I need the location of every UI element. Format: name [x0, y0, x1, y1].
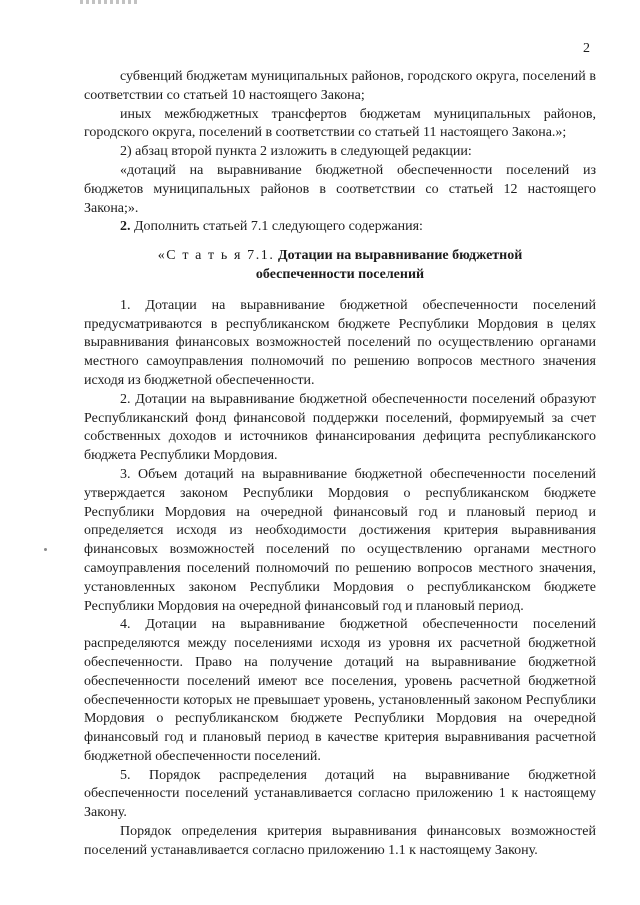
article-heading [84, 247, 596, 285]
scan-speck [44, 548, 47, 551]
page-number: 2 [583, 41, 590, 56]
paragraph-item-2 [84, 218, 596, 237]
article-paragraph-criterion: Порядок определения критерия выравнивания финансовых возможностей поселений устанавливается согласно приложению 1.1 к настоящему Закону. [84, 824, 596, 858]
item-2-number: 2. [120, 219, 131, 235]
article-lead: «С т а т ь я 7.1. [157, 248, 275, 264]
document-body [84, 68, 596, 861]
paragraph-other-transfers: иных межбюджетных трансфертов бюджетам муниципальных районов, городского округа, поселений в соответствии со статьей 11 настоящего Закона.»; [84, 106, 596, 141]
article-title-line1: Дотации на выравнивание бюджетной [278, 248, 523, 264]
paragraph-subventions: субвенций бюджетам муниципальных районов, городского округа, поселений в соответствии со статьей 10 настоящего Закона; [84, 69, 596, 103]
article-paragraph-5: 5. Порядок распределения дотаций на выравнивание бюджетной обеспеченности поселений устанавливается согласно приложению 1 к настоящему Закону. [84, 767, 596, 821]
article-paragraph-4: 4. Дотации на выравнивание бюджетной обеспеченности поселений распределяются между поселениями исходя из уровня их расчетной бюджетной обеспеченности. Право на получение дотаций на выравнивание бюджетной обеспеченности поселений имеют все поселения, уровень расчетной бюджетной обеспеченности которых не превышает уровень, установленный законом Республики Мордовия о республиканском бюджете Республики Мордовия на очередной финансовый год и плановый период в качестве критерия выравнивания расчетной бюджетной обеспеченности поселений. [84, 617, 596, 764]
article-paragraph-2: 2. Дотации на выравнивание бюджетной обеспеченности поселений образуют Республиканский фонд финансовой поддержки поселений, формируемый за счет собственных доходов и источников финансирования дефицита республиканского бюджета Республики Мордовия. [84, 391, 596, 464]
scan-artifact [80, 0, 140, 4]
article-title-line2: обеспеченности поселений [255, 266, 425, 282]
paragraph-amendment-item: 2) абзац второй пункта 2 изложить в следующей редакции: [120, 144, 472, 160]
article-paragraph-1: 1. Дотации на выравнивание бюджетной обеспеченности поселений предусматриваются в республиканском бюджете Республики Мордовия в целях выравнивания финансовых возможностей поселений по осуществлению органами местного самоуправления полномочий по решению вопросов местного значения исходя из бюджетной обеспеченности. [84, 297, 596, 388]
paragraph-new-wording: «дотаций на выравнивание бюджетной обеспеченности поселений из бюджетов муниципальных районов в соответствии со статьей 12 настоящего Закона;». [84, 162, 596, 216]
item-2-text: Дополнить статьей 7.1 следующего содержания: [134, 219, 423, 235]
article-paragraph-3: 3. Объем дотаций на выравнивание бюджетной обеспеченности поселений утверждается законом Республики Мордовия о республиканском бюджете Республики Мордовия на очередной финансовый год и плановый период и определяется исходя из необходимости достижения критерия выравнивания финансовых возможностей поселений по осуществлению органами местного самоуправления поселений полномочий по решению вопросов местного значения, установленных законом Республики Мордовия о республиканском бюджете Республики Мордовия на очередной финансовый год и плановый период. [84, 466, 596, 614]
